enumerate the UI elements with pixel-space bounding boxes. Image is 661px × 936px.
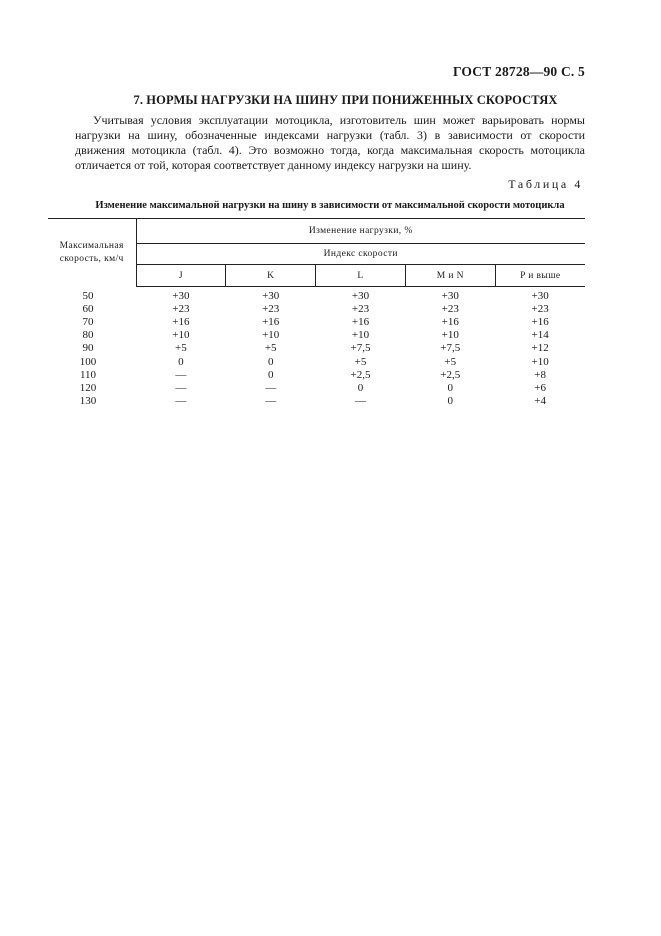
table-row	[48, 342, 585, 355]
load-change-cell: +23	[441, 303, 459, 316]
speed-cell: 110	[79, 368, 97, 381]
table-row	[48, 395, 585, 408]
load-change-cell: +23	[351, 303, 370, 316]
load-change-cell: —	[354, 394, 366, 407]
table-label: Таблица 4	[508, 177, 583, 191]
header-index-column: K	[226, 265, 316, 287]
load-change-cell: +16	[172, 316, 190, 329]
load-change-cell: —	[175, 381, 187, 394]
load-change-cell: +30	[172, 290, 190, 303]
load-change-cell: +16	[531, 316, 549, 329]
load-change-cell: +4	[534, 394, 546, 407]
load-change-cell: +6	[534, 381, 546, 394]
table-row	[48, 369, 585, 382]
load-change-cell: +7,5	[440, 342, 461, 355]
load-change-cell: +16	[351, 316, 370, 329]
header-speed-label: Максимальная скорость, км/ч	[59, 240, 124, 264]
table-row	[48, 287, 585, 304]
load-change-cell: +2,5	[440, 368, 461, 381]
load-change-cell: —	[265, 394, 277, 407]
table-caption: Изменение максимальной нагрузки на шину в зависимости от максимальной скорости мотоцикла	[95, 200, 565, 211]
speed-cell: 80	[82, 329, 94, 342]
header-index-column: J	[136, 265, 226, 287]
load-change-cell: —	[175, 368, 187, 381]
load-change-cell: —	[175, 394, 187, 407]
speed-cell: 50	[82, 289, 94, 302]
load-change-cell: 0	[267, 355, 274, 368]
load-change-cell: +14	[531, 329, 549, 342]
load-change-cell: +5	[354, 355, 367, 368]
load-change-cell: +10	[172, 329, 190, 342]
header-load-change: Изменение нагрузки, %	[136, 219, 585, 244]
load-change-cell: +23	[172, 303, 190, 316]
load-change-cell: +2,5	[350, 368, 371, 381]
load-change-cell: +23	[262, 303, 280, 316]
header-index-column: L	[316, 265, 406, 287]
table-row	[48, 329, 585, 342]
load-change-cell: +16	[441, 316, 459, 329]
page-header: ГОСТ 28728—90 С. 5	[452, 64, 585, 79]
speed-cell: 90	[82, 342, 94, 355]
load-change-cell: +5	[264, 342, 277, 355]
load-change-cell: +30	[441, 290, 459, 303]
load-change-cell: +10	[531, 355, 549, 368]
load-change-cell: +7,5	[350, 342, 371, 355]
load-change-cell: +16	[262, 316, 280, 329]
load-change-cell: +23	[531, 303, 549, 316]
load-change-cell: —	[265, 381, 277, 394]
speed-cell: 120	[79, 381, 97, 394]
load-change-cell: +10	[441, 329, 459, 342]
speed-cell: 100	[79, 355, 97, 368]
section-title: 7. НОРМЫ НАГРУЗКИ НА ШИНУ ПРИ ПОНИЖЕННЫХ СКОРОСТЯХ	[133, 93, 558, 107]
load-change-cell: +12	[531, 342, 549, 355]
speed-cell: 60	[82, 303, 94, 316]
load-change-cell: 0	[447, 394, 454, 407]
load-change-cell: +30	[351, 290, 370, 303]
load-change-cell: 0	[267, 368, 274, 381]
load-change-cell: 0	[357, 381, 364, 394]
header-index-column: P и выше	[495, 265, 585, 287]
load-change-cell: +10	[351, 329, 370, 342]
header-speed	[48, 219, 136, 287]
header-speed-index: Индекс скорости	[136, 244, 585, 265]
table-row	[48, 382, 585, 395]
load-change-cell: 0	[178, 355, 184, 368]
speed-cell: 130	[79, 394, 97, 407]
section-paragraph: Учитывая условия эксплуатации мотоцикла, изготовитель шин может варьировать нормы нагрузки на шину, обозначенные индексами нагрузки (табл. 3) в зависимости от скорости движения мотоцикла (табл. 4). Это возможно тогда, когда максимальная скорость мотоцикла отличается от той, которая соответствует данному индексу нагрузки на шину.	[75, 113, 585, 172]
load-change-cell: +5	[175, 342, 187, 355]
table-row	[48, 355, 585, 368]
table-row	[48, 303, 585, 316]
load-change-cell: +30	[531, 290, 549, 303]
load-change-cell: +10	[262, 329, 280, 342]
load-change-table	[48, 218, 585, 408]
load-change-cell: +8	[534, 368, 546, 381]
load-change-cell: +5	[444, 355, 457, 368]
speed-cell: 70	[82, 316, 94, 329]
load-change-cell: 0	[447, 381, 454, 394]
header-index-column: M и N	[405, 265, 495, 287]
table-row	[48, 316, 585, 329]
load-change-cell: +30	[262, 290, 280, 303]
